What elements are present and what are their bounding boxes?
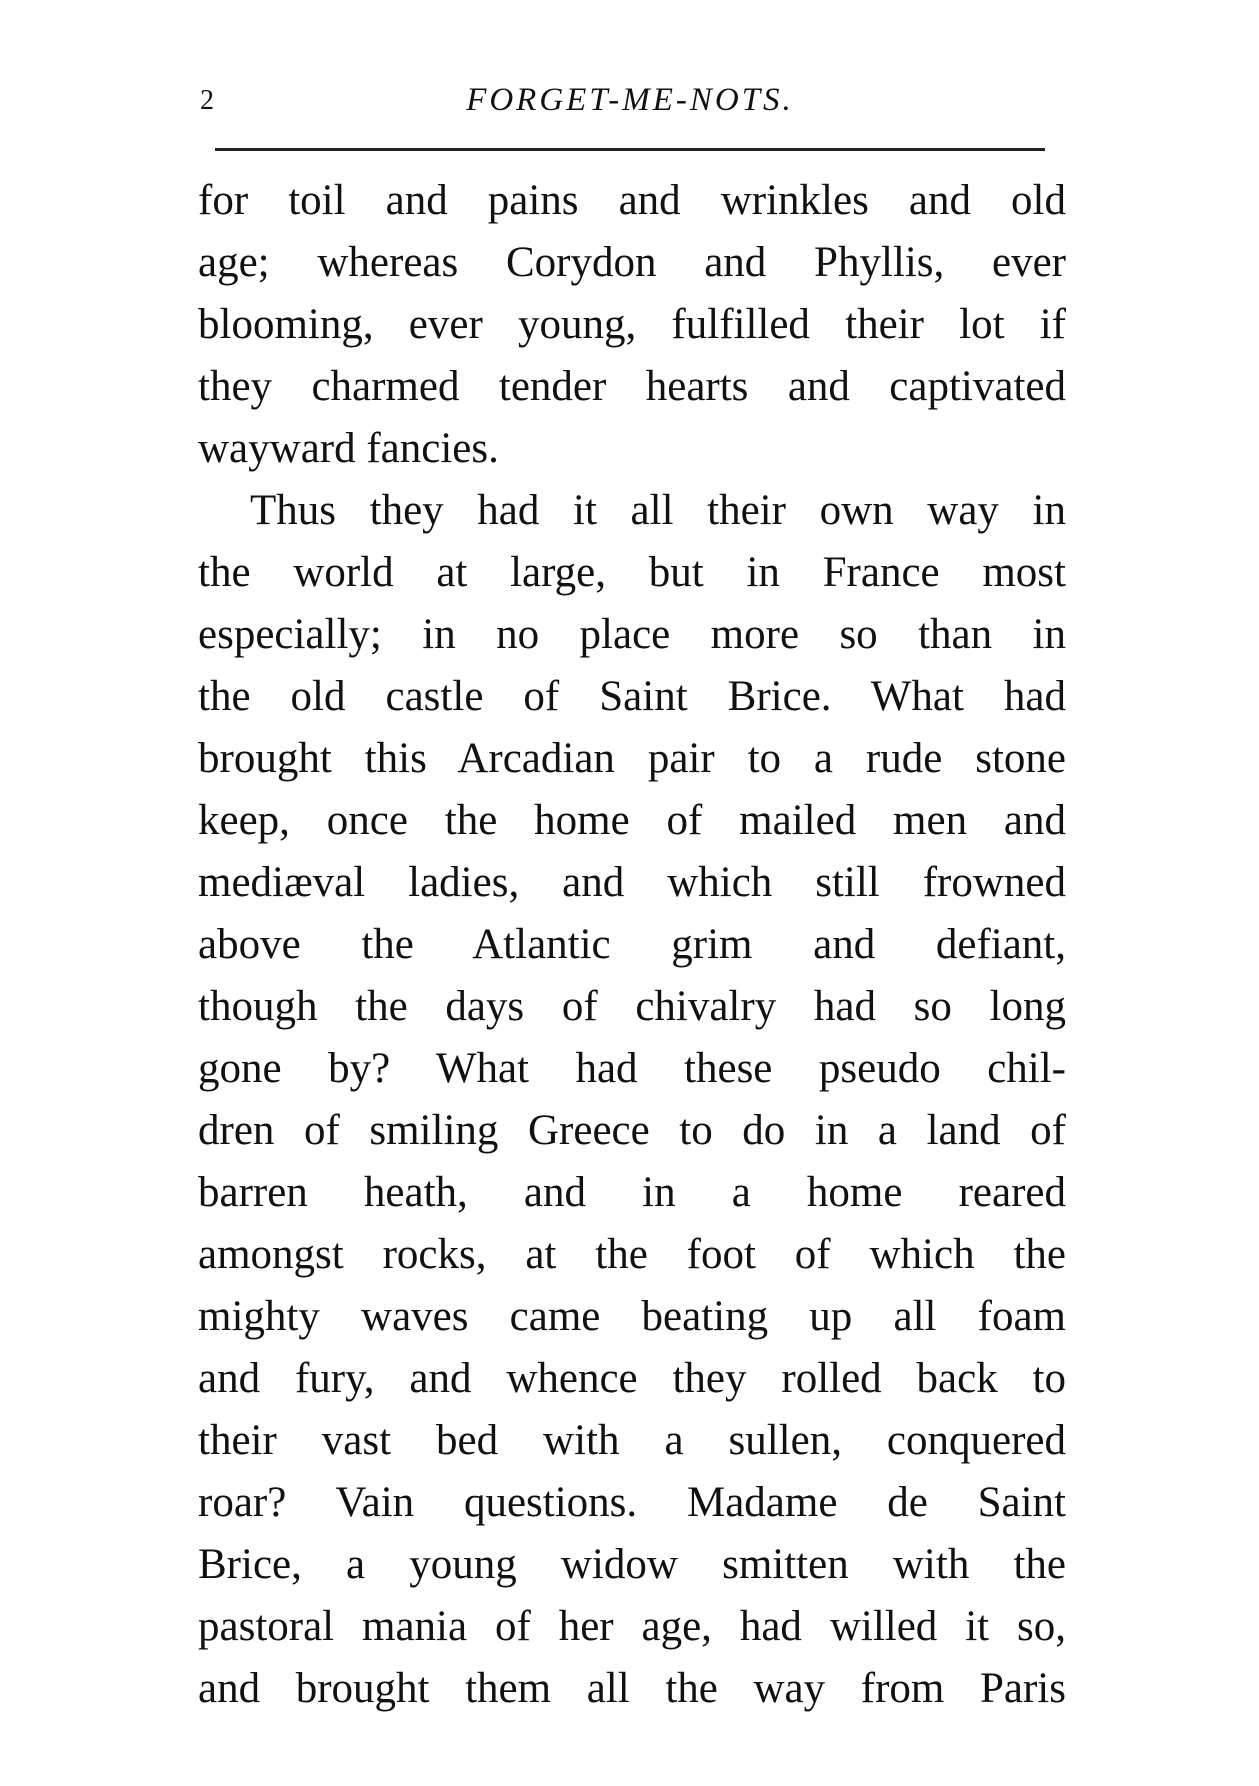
- text-line: mighty waves came beating up all foam: [198, 1293, 1066, 1340]
- text-line: especially; in no place more so than in: [198, 611, 1066, 658]
- text-line: wayward fancies.: [198, 425, 499, 472]
- text-line: though the days of chivalry had so long: [198, 983, 1066, 1030]
- text-line: and fury, and whence they rolled back to: [198, 1355, 1066, 1402]
- text-line: gone by? What had these pseudo chil-: [198, 1045, 1066, 1092]
- text-line: and brought them all the way from Paris: [198, 1665, 1066, 1712]
- text-line: roar? Vain questions. Madame de Saint: [198, 1479, 1066, 1526]
- text-line: the old castle of Saint Brice. What had: [198, 673, 1066, 720]
- text-line: mediæval ladies, and which still frowned: [198, 859, 1066, 906]
- text-line: pastoral mania of her age, had willed it so,: [198, 1603, 1066, 1650]
- text-line: keep, once the home of mailed men and: [198, 797, 1066, 844]
- text-line: for toil and pains and wrinkles and old: [198, 177, 1066, 224]
- text-line: blooming, ever young, fulfilled their lot if: [198, 301, 1066, 348]
- text-line: Thus they had it all their own way in: [250, 487, 1066, 534]
- running-head: FORGET-ME-NOTS.: [466, 82, 794, 118]
- text-line: Brice, a young widow smitten with the: [198, 1541, 1066, 1588]
- text-line: above the Atlantic grim and defiant,: [198, 921, 1066, 968]
- text-line: amongst rocks, at the foot of which the: [198, 1231, 1066, 1278]
- text-line: dren of smiling Greece to do in a land of: [198, 1107, 1066, 1154]
- header-rule: [215, 148, 1045, 151]
- text-line: their vast bed with a sullen, conquered: [198, 1417, 1066, 1464]
- text-line: age; whereas Corydon and Phyllis, ever: [198, 239, 1066, 286]
- text-line: brought this Arcadian pair to a rude stone: [198, 735, 1066, 782]
- page-number: 2: [200, 85, 214, 116]
- text-line: barren heath, and in a home reared: [198, 1169, 1066, 1216]
- text-line: they charmed tender hearts and captivated: [198, 363, 1066, 410]
- text-line: the world at large, but in France most: [198, 549, 1066, 596]
- body-text: [198, 170, 1066, 1720]
